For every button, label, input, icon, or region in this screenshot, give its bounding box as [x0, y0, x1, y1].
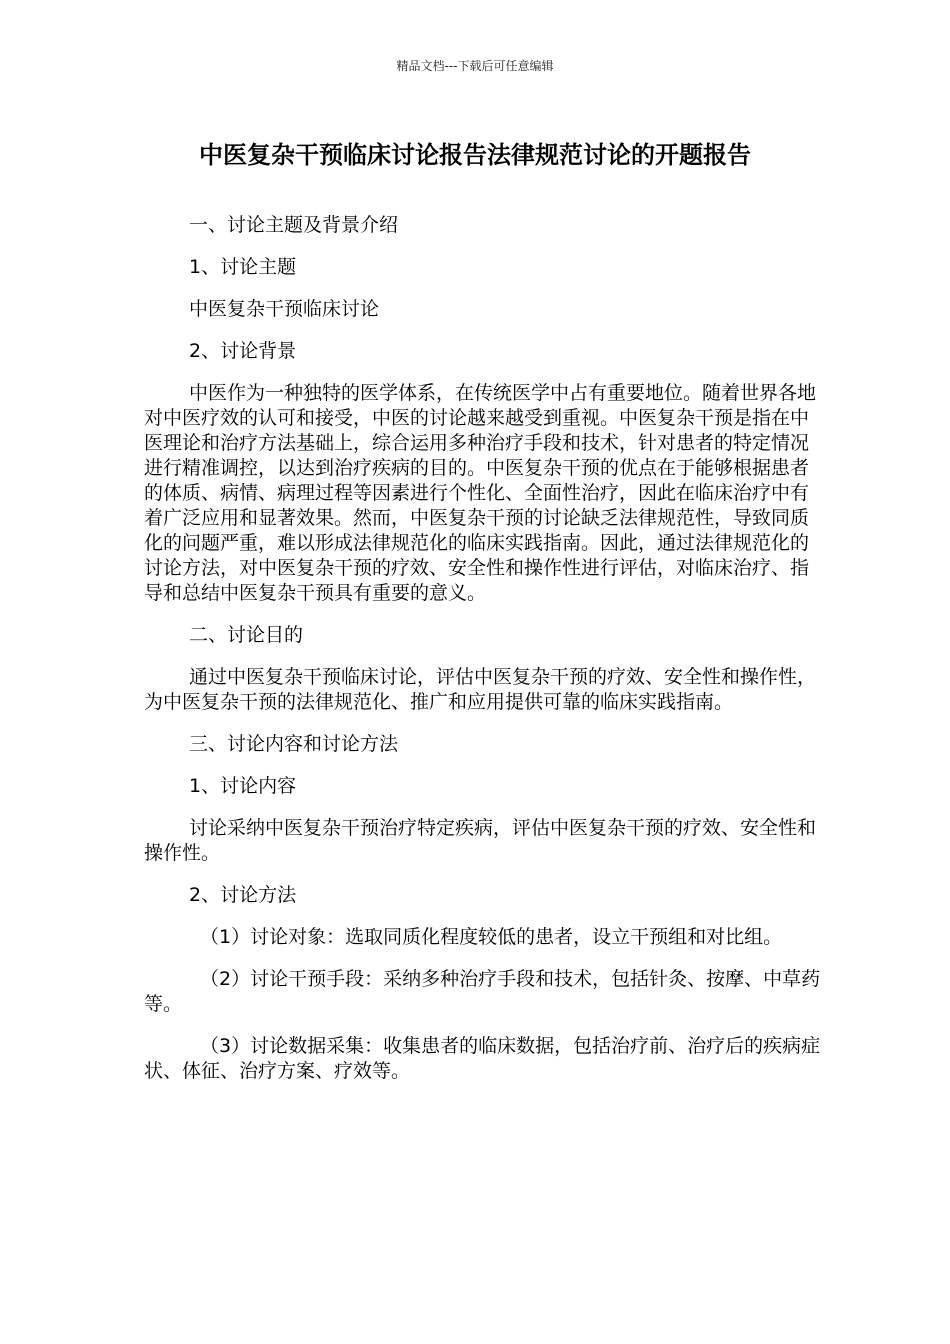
topic-text: 中医复杂干预临床讨论: [189, 298, 380, 320]
purpose-paragraph: 通过中医复杂干预临床讨论，评估中医复杂干预的疗效、安全性和操作性，为中医复杂干预的法律规范化、推广和应用提供可靠的临床实践指南。: [144, 666, 817, 713]
section-heading-2: 二、讨论目的: [189, 624, 304, 646]
section-heading-3: 三、讨论内容和讨论方法: [189, 733, 399, 755]
subheading-content: 1、讨论内容: [189, 775, 297, 797]
method-item-2: （2）讨论干预手段：采纳多种治疗手段和技术，包括针灸、按摩、中草药等。: [144, 968, 821, 1015]
subheading-method: 2、讨论方法: [189, 884, 297, 906]
subheading-background: 2、讨论背景: [189, 340, 297, 362]
method-item-1: （1）讨论对象：选取同质化程度较低的患者，设立干预组和对比组。: [200, 926, 783, 948]
background-paragraph: 中医作为一种独特的医学体系，在传统医学中占有重要地位。随着世界各地对中医疗效的认可和接受，中医的讨论越来越受到重视。中医复杂干预是指在中医理论和治疗方法基础上，综合运用多种治疗手段和技术，针对患者的特定情况进行精准调控，以达到治疗疾病的目的。中医复杂干预的优点在于能够根据患者的体质、病情、病理过程等因素进行个性化、全面性治疗，因此在临床治疗中有着广泛应用和显著效果。然而，中医复杂干预的讨论缺乏法律规范性，导致同质化的问题严重，难以形成法律规范化的临床实践指南。因此，通过法律规范化的讨论方法，对中医复杂干预的疗效、安全性和操作性进行评估，对临床治疗、指导和总结中医复杂干预具有重要的意义。: [144, 382, 817, 604]
method-item-3: （3）讨论数据采集：收集患者的临床数据，包括治疗前、治疗后的疾病症状、体征、治疗方案、疗效等。: [144, 1035, 821, 1082]
document-title: 中医复杂干预临床讨论报告法律规范讨论的开题报告: [199, 141, 751, 169]
page-header-note: 精品文档---下载后可任意编辑: [396, 59, 554, 73]
content-paragraph: 讨论采纳中医复杂干预治疗特定疾病，评估中医复杂干预的疗效、安全性和操作性。: [144, 817, 817, 864]
section-heading-1: 一、讨论主题及背景介绍: [189, 214, 399, 236]
document-body: [144, 213, 824, 1101]
subheading-topic: 1、讨论主题: [189, 256, 297, 278]
